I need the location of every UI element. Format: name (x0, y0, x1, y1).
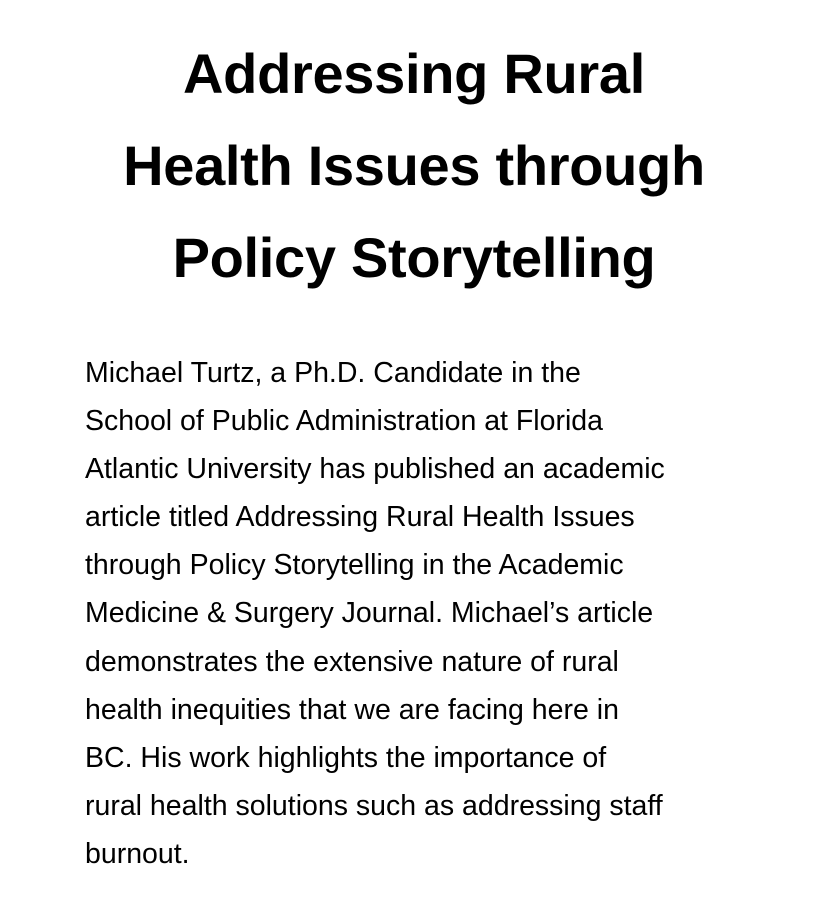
title-line: Health Issues through (123, 134, 705, 197)
body-line: BC. His work highlights the importance of (85, 741, 607, 774)
body-line: demonstrates the extensive nature of rural (85, 645, 619, 678)
body-line: Medicine & Surgery Journal. Michael’s article (85, 597, 654, 630)
body-line: Michael Turtz, a Ph.D. Candidate in the (85, 357, 581, 389)
body-line: through Policy Storytelling in the Academic (85, 549, 624, 582)
article-title (60, 28, 768, 304)
body-line: health inequities that we are facing here in (85, 693, 619, 726)
body-line: School of Public Administration at Florida (85, 405, 604, 438)
body-line: rural health solutions such as addressing staff (85, 789, 663, 822)
title-line: Addressing Rural (183, 42, 645, 105)
article-body (85, 349, 785, 878)
body-line: article titled Addressing Rural Health Issues (85, 501, 635, 534)
title-line: Policy Storytelling (172, 226, 656, 289)
body-line: Atlantic University has published an academic (85, 453, 665, 486)
body-line: burnout. (85, 837, 190, 870)
